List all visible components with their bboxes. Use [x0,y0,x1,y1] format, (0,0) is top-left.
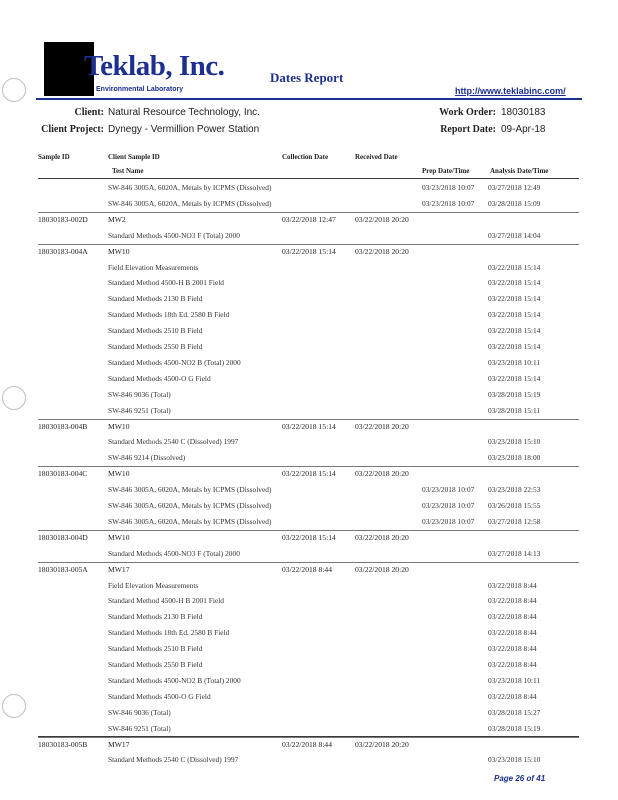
test-name: Standard Methods 2510 B Field [108,326,203,336]
analysis-datetime: 03/23/2018 18:00 [488,453,541,463]
test-name: Standard Methods 2550 B Field [108,342,203,351]
sample-id: 18030183-002D [38,214,88,224]
analysis-datetime: 03/23/2018 10:11 [488,675,541,685]
received-date: 03/22/2018 20:20 [355,469,409,479]
test-name: Standard Methods 2540 C (Dissolved) 1997 [108,755,239,765]
analysis-datetime: 03/23/2018 15:10 [488,437,541,447]
analysis-datetime: 03/22/2018 15:14 [488,278,541,288]
test-name: Standard Methods 4500-NO3 F (Total) 2000 [108,548,240,558]
analysis-datetime: 03/22/2018 8:44 [488,580,537,590]
test-name: Field Elevation Measurements [108,580,199,590]
col-sample-id: Sample ID [38,153,70,161]
test-name: SW-846 3005A, 6020A, Metals by ICPMS (Dissolved) [108,485,272,495]
test-name: SW-846 3005A, 6020A, Metals by ICPMS (Dissolved) [108,183,272,192]
analysis-datetime: 03/22/2018 15:14 [488,373,541,383]
received-date: 03/22/2018 20:20 [355,532,409,542]
test-name: Standard Methods 2540 C (Dissolved) 1997 [108,437,239,447]
analysis-datetime: 03/27/2018 14:04 [488,230,541,240]
analysis-datetime: 03/28/2018 15:19 [488,389,541,399]
test-name: Standard Methods 4500-O G Field [108,691,211,701]
analysis-datetime: 03/22/2018 8:44 [488,628,537,638]
collection-date: 03/22/2018 12:47 [282,214,336,224]
analysis-datetime: 03/28/2018 15:19 [488,723,541,733]
analysis-datetime: 03/27/2018 12:49 [488,183,541,192]
analysis-datetime: 03/22/2018 8:44 [488,691,537,701]
received-date: 03/22/2018 20:20 [355,214,409,224]
analysis-datetime: 03/27/2018 12:58 [488,516,541,526]
col-client-sample-id: Client Sample ID [108,153,160,161]
client-sample-id: MW17 [108,739,130,749]
sample-id: 18030183-005B [38,739,88,749]
project-label: Client Project: [41,124,104,135]
analysis-datetime: 03/28/2018 15:11 [488,405,541,415]
client-sample-id: MW10 [108,469,130,479]
col-test-name: Test Name [112,167,144,175]
test-name: Standard Methods 4500-NO3 F (Total) 2000 [108,230,240,240]
test-name: SW-846 3005A, 6020A, Metals by ICPMS (Dissolved) [108,198,272,208]
work-order-value: 18030183 [501,107,546,118]
test-name: SW-846 9251 (Total) [108,723,171,733]
col-collection-date: Collection Date [282,153,329,161]
sample-id: 18030183-004A [38,246,88,256]
collection-date: 03/22/2018 8:44 [282,739,332,749]
client-label: Client: [74,107,104,118]
punch-hole [2,694,26,718]
prep-datetime: 03/23/2018 10:07 [422,501,475,510]
test-name: Standard Methods 18th Ed. 2580 B Field [108,628,230,638]
report-date-value: 09-Apr-18 [501,124,546,135]
col-received-date: Received Date [355,153,398,161]
client-sample-id: MW2 [108,214,126,224]
received-date: 03/22/2018 20:20 [355,739,409,749]
punch-hole [2,78,26,102]
test-name: Standard Methods 2130 B Field [108,612,203,622]
client-sample-id: MW17 [108,564,130,574]
collection-date: 03/22/2018 15:14 [282,421,336,431]
prep-datetime: 03/23/2018 10:07 [422,485,475,495]
test-name: Standard Methods 4500-NO2 B (Total) 2000 [108,675,241,685]
collection-date: 03/22/2018 15:14 [282,532,336,542]
test-name: SW-846 9251 (Total) [108,405,171,415]
test-name: SW-846 9036 (Total) [108,707,171,717]
analysis-datetime: 03/28/2018 15:09 [488,198,541,208]
analysis-datetime: 03/22/2018 15:14 [488,342,541,351]
test-name: SW-846 9036 (Total) [108,389,171,399]
collection-date: 03/22/2018 15:14 [282,469,336,479]
analysis-datetime: 03/22/2018 15:14 [488,310,541,320]
collection-date: 03/22/2018 8:44 [282,564,332,574]
prep-datetime: 03/23/2018 10:07 [422,183,475,192]
analysis-datetime: 03/22/2018 8:44 [488,644,537,654]
analysis-datetime: 03/22/2018 8:44 [488,612,537,622]
received-date: 03/22/2018 20:20 [355,421,409,431]
analysis-datetime: 03/23/2018 10:11 [488,357,541,367]
analysis-datetime: 03/23/2018 15:10 [488,755,541,765]
test-name: Standard Methods 4500-NO2 B (Total) 2000 [108,357,241,367]
prep-datetime: 03/23/2018 10:07 [422,516,475,526]
client-sample-id: MW10 [108,532,130,542]
company-url-link[interactable]: http://www.teklabinc.com/ [455,86,566,96]
collection-date: 03/22/2018 15:14 [282,246,336,256]
client-sample-id: MW10 [108,421,130,431]
analysis-datetime: 03/22/2018 15:14 [488,326,541,336]
analysis-datetime: 03/22/2018 15:14 [488,262,541,272]
test-name: SW-846 3005A, 6020A, Metals by ICPMS (Dissolved) [108,501,272,510]
work-order-label: Work Order: [439,107,496,118]
test-name: Standard Methods 2510 B Field [108,644,203,654]
company-logo-subtitle: Environmental Laboratory [96,86,184,93]
test-name: Standard Methods 2130 B Field [108,294,203,304]
client-name: Natural Resource Technology, Inc. [108,107,260,118]
prep-datetime: 03/23/2018 10:07 [422,198,475,208]
test-name: Standard Method 4500-H B 2001 Field [108,278,224,288]
report-title: Dates Report [270,70,344,85]
col-prep-date: Prep Date/Time [422,167,470,175]
analysis-datetime: 03/22/2018 8:44 [488,660,537,669]
test-name: SW-846 9214 (Dissolved) [108,453,186,463]
analysis-datetime: 03/23/2018 22:53 [488,485,541,495]
received-date: 03/22/2018 20:20 [355,564,409,574]
header-rule [36,98,582,100]
col-analysis-date: Analysis Date/Time [490,167,549,175]
analysis-datetime: 03/22/2018 8:44 [488,596,537,606]
sample-id: 18030183-004C [38,469,88,479]
company-logo: Teklab, Inc. [84,50,225,82]
client-sample-id: MW10 [108,246,130,256]
analysis-datetime: 03/22/2018 15:14 [488,294,541,304]
punch-hole [2,386,26,410]
sample-id: 18030183-004D [38,532,88,542]
test-name: Field Elevation Measurements [108,262,199,272]
sample-id: 18030183-005A [38,564,88,574]
project-name: Dynegy - Vermillion Power Station [108,124,260,135]
test-name: SW-846 3005A, 6020A, Metals by ICPMS (Dissolved) [108,516,272,526]
sample-id: 18030183-004B [38,421,88,431]
column-header-rule [38,178,579,179]
footer-rule [38,736,579,737]
analysis-datetime: 03/27/2018 14:13 [488,548,541,558]
received-date: 03/22/2018 20:20 [355,246,409,256]
analysis-datetime: 03/28/2018 15:27 [488,707,541,717]
test-name: Standard Methods 4500-O G Field [108,373,211,383]
test-name: Standard Methods 18th Ed. 2580 B Field [108,310,230,320]
page-number: Page 26 of 41 [494,774,546,783]
report-date-label: Report Date: [440,124,496,135]
analysis-datetime: 03/26/2018 15:55 [488,501,541,510]
test-name: Standard Method 4500-H B 2001 Field [108,596,224,606]
test-name: Standard Methods 2550 B Field [108,660,203,669]
